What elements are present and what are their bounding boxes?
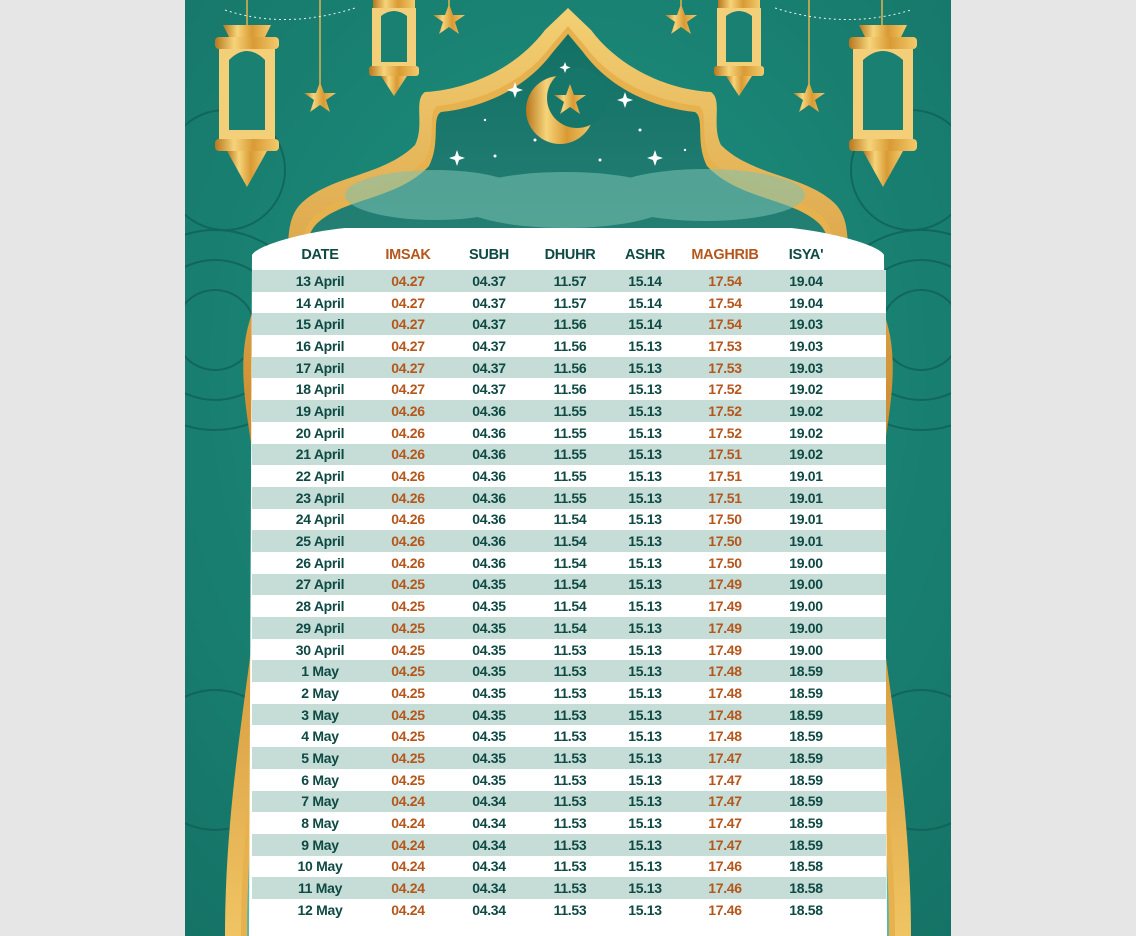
isya-cell: 19.00 [789, 641, 823, 658]
isya-cell: 18.59 [789, 749, 823, 766]
date-cell: 29 April [295, 619, 345, 636]
dhuhr-cell: 11.56 [553, 316, 587, 333]
table-row [252, 617, 886, 639]
date-cell: 27 April [295, 576, 345, 593]
imsak-cell: 04.25 [391, 576, 425, 593]
dhuhr-cell: 11.55 [553, 468, 587, 485]
table-row [252, 509, 886, 531]
table-row [252, 574, 886, 596]
maghrib-cell: 17.47 [708, 749, 742, 766]
dhuhr-cell: 11.53 [553, 880, 587, 897]
isya-cell: 19.03 [789, 337, 823, 354]
subh-cell: 04.37 [472, 381, 506, 398]
ashr-cell: 15.13 [628, 381, 662, 398]
isya-cell: 19.01 [789, 468, 823, 485]
subh-cell: 04.35 [472, 706, 506, 723]
date-cell: 14 April [295, 294, 345, 311]
ashr-cell: 15.13 [628, 337, 662, 354]
table-row [252, 552, 886, 574]
subh-cell: 04.34 [472, 858, 506, 875]
ashr-cell: 15.14 [628, 272, 662, 289]
maghrib-cell: 17.53 [708, 337, 742, 354]
table-row [252, 639, 886, 661]
isya-cell: 19.02 [789, 424, 823, 441]
date-cell: 5 May [301, 749, 339, 766]
ashr-cell: 15.13 [628, 815, 662, 832]
subh-cell: 04.36 [472, 446, 506, 463]
maghrib-cell: 17.49 [708, 598, 742, 615]
dhuhr-cell: 11.55 [553, 402, 587, 419]
subh-cell: 04.36 [472, 489, 506, 506]
ashr-cell: 15.13 [628, 446, 662, 463]
ashr-cell: 15.13 [628, 771, 662, 788]
ramadan-schedule-poster [185, 0, 951, 936]
table-row [252, 899, 886, 921]
header-ashr: ASHR [625, 247, 665, 263]
isya-cell: 19.01 [789, 533, 823, 550]
ashr-cell: 15.13 [628, 468, 662, 485]
dhuhr-cell: 11.55 [553, 424, 587, 441]
date-cell: 8 May [301, 815, 339, 832]
subh-cell: 04.34 [472, 836, 506, 853]
table-row [252, 357, 886, 379]
subh-cell: 04.37 [472, 316, 506, 333]
subh-cell: 04.37 [472, 359, 506, 376]
imsak-cell: 04.26 [391, 402, 425, 419]
date-cell: 13 April [295, 272, 345, 289]
imsak-cell: 04.27 [391, 381, 425, 398]
ashr-cell: 15.13 [628, 511, 662, 528]
header-imsak: IMSAK [385, 247, 431, 263]
isya-cell: 19.02 [789, 381, 823, 398]
isya-cell: 18.59 [789, 663, 823, 680]
ashr-cell: 15.13 [628, 641, 662, 658]
subh-cell: 04.34 [472, 793, 506, 810]
dhuhr-cell: 11.56 [553, 381, 587, 398]
maghrib-cell: 17.50 [708, 511, 742, 528]
ashr-cell: 15.13 [628, 880, 662, 897]
header-subh: SUBH [469, 247, 509, 263]
isya-cell: 18.59 [789, 793, 823, 810]
maghrib-cell: 17.50 [708, 533, 742, 550]
date-cell: 21 April [295, 446, 345, 463]
maghrib-cell: 17.47 [708, 836, 742, 853]
maghrib-cell: 17.47 [708, 793, 742, 810]
dhuhr-cell: 11.54 [553, 511, 587, 528]
imsak-cell: 04.25 [391, 684, 425, 701]
imsak-cell: 04.24 [391, 880, 425, 897]
maghrib-cell: 17.52 [708, 402, 742, 419]
table-row [252, 791, 886, 813]
imsak-cell: 04.27 [391, 294, 425, 311]
imsak-cell: 04.26 [391, 554, 425, 571]
maghrib-cell: 17.50 [708, 554, 742, 571]
date-cell: 1 May [301, 663, 339, 680]
maghrib-cell: 17.52 [708, 381, 742, 398]
table-row [252, 682, 886, 704]
isya-cell: 18.59 [789, 684, 823, 701]
date-cell: 12 May [297, 901, 343, 918]
table-row [252, 465, 886, 487]
dhuhr-cell: 11.53 [553, 641, 587, 658]
maghrib-cell: 17.53 [708, 359, 742, 376]
table-row [252, 487, 886, 509]
ashr-cell: 15.13 [628, 533, 662, 550]
dhuhr-cell: 11.53 [553, 749, 587, 766]
subh-cell: 04.36 [472, 402, 506, 419]
ashr-cell: 15.13 [628, 836, 662, 853]
date-cell: 4 May [301, 728, 339, 745]
dhuhr-cell: 11.53 [553, 901, 587, 918]
date-cell: 9 May [301, 836, 339, 853]
dhuhr-cell: 11.54 [553, 598, 587, 615]
maghrib-cell: 17.54 [708, 294, 742, 311]
imsak-cell: 04.26 [391, 424, 425, 441]
isya-cell: 19.02 [789, 402, 823, 419]
subh-cell: 04.35 [472, 619, 506, 636]
subh-cell: 04.36 [472, 511, 506, 528]
dhuhr-cell: 11.53 [553, 793, 587, 810]
subh-cell: 04.35 [472, 771, 506, 788]
isya-cell: 18.58 [789, 901, 823, 918]
date-cell: 25 April [295, 533, 345, 550]
date-cell: 7 May [301, 793, 339, 810]
table-row [252, 812, 886, 834]
maghrib-cell: 17.46 [708, 901, 742, 918]
date-cell: 24 April [295, 511, 345, 528]
subh-cell: 04.34 [472, 901, 506, 918]
imsak-cell: 04.24 [391, 836, 425, 853]
isya-cell: 18.58 [789, 880, 823, 897]
imsak-cell: 04.26 [391, 446, 425, 463]
table-row [252, 660, 886, 682]
dhuhr-cell: 11.53 [553, 663, 587, 680]
imsak-cell: 04.24 [391, 901, 425, 918]
dhuhr-cell: 11.54 [553, 533, 587, 550]
ashr-cell: 15.13 [628, 359, 662, 376]
subh-cell: 04.37 [472, 272, 506, 289]
dhuhr-cell: 11.53 [553, 771, 587, 788]
subh-cell: 04.34 [472, 815, 506, 832]
ashr-cell: 15.13 [628, 663, 662, 680]
imsak-cell: 04.25 [391, 728, 425, 745]
table-row [252, 378, 886, 400]
date-cell: 26 April [295, 554, 345, 571]
imsak-cell: 04.26 [391, 511, 425, 528]
ashr-cell: 15.13 [628, 901, 662, 918]
ashr-cell: 15.13 [628, 576, 662, 593]
imsak-cell: 04.27 [391, 337, 425, 354]
imsak-cell: 04.25 [391, 663, 425, 680]
date-cell: 16 April [295, 337, 345, 354]
ashr-cell: 15.13 [628, 706, 662, 723]
subh-cell: 04.35 [472, 576, 506, 593]
subh-cell: 04.35 [472, 641, 506, 658]
table-row [252, 400, 886, 422]
isya-cell: 18.59 [789, 815, 823, 832]
ashr-cell: 15.13 [628, 402, 662, 419]
subh-cell: 04.35 [472, 749, 506, 766]
ashr-cell: 15.13 [628, 684, 662, 701]
imsak-cell: 04.25 [391, 598, 425, 615]
isya-cell: 18.59 [789, 706, 823, 723]
dhuhr-cell: 11.53 [553, 684, 587, 701]
header-dhuhr: DHUHR [544, 247, 596, 263]
isya-cell: 19.03 [789, 359, 823, 376]
imsak-cell: 04.26 [391, 489, 425, 506]
maghrib-cell: 17.54 [708, 272, 742, 289]
isya-cell: 19.00 [789, 576, 823, 593]
imsak-cell: 04.25 [391, 749, 425, 766]
table-row [252, 747, 886, 769]
prayer-times-table [252, 240, 886, 921]
ashr-cell: 15.13 [628, 619, 662, 636]
ashr-cell: 15.13 [628, 749, 662, 766]
table-row [252, 595, 886, 617]
imsak-cell: 04.27 [391, 359, 425, 376]
subh-cell: 04.35 [472, 684, 506, 701]
table-row [252, 313, 886, 335]
imsak-cell: 04.25 [391, 641, 425, 658]
table-body [252, 270, 886, 921]
maghrib-cell: 17.48 [708, 663, 742, 680]
date-cell: 10 May [297, 858, 343, 875]
table-row [252, 834, 886, 856]
dhuhr-cell: 11.53 [553, 815, 587, 832]
date-cell: 28 April [295, 598, 345, 615]
subh-cell: 04.34 [472, 880, 506, 897]
dhuhr-cell: 11.55 [553, 446, 587, 463]
maghrib-cell: 17.46 [708, 858, 742, 875]
imsak-cell: 04.24 [391, 858, 425, 875]
date-cell: 11 May [297, 880, 343, 897]
dhuhr-cell: 11.57 [553, 272, 587, 289]
dhuhr-cell: 11.54 [553, 554, 587, 571]
maghrib-cell: 17.48 [708, 728, 742, 745]
imsak-cell: 04.24 [391, 793, 425, 810]
isya-cell: 19.00 [789, 598, 823, 615]
ashr-cell: 15.13 [628, 728, 662, 745]
ashr-cell: 15.14 [628, 294, 662, 311]
isya-cell: 18.59 [789, 728, 823, 745]
maghrib-cell: 17.48 [708, 684, 742, 701]
table-row [252, 335, 886, 357]
maghrib-cell: 17.49 [708, 641, 742, 658]
dhuhr-cell: 11.53 [553, 858, 587, 875]
date-cell: 19 April [295, 402, 345, 419]
dhuhr-cell: 11.53 [553, 728, 587, 745]
subh-cell: 04.35 [472, 728, 506, 745]
table-row [252, 444, 886, 466]
table-row [252, 704, 886, 726]
isya-cell: 19.00 [789, 619, 823, 636]
dhuhr-cell: 11.54 [553, 619, 587, 636]
table-row [252, 725, 886, 747]
subh-cell: 04.37 [472, 294, 506, 311]
maghrib-cell: 17.47 [708, 815, 742, 832]
isya-cell: 18.59 [789, 771, 823, 788]
header-isya: ISYA' [788, 247, 824, 263]
subh-cell: 04.36 [472, 554, 506, 571]
maghrib-cell: 17.47 [708, 771, 742, 788]
date-cell: 22 April [295, 468, 345, 485]
ashr-cell: 15.13 [628, 793, 662, 810]
isya-cell: 19.04 [789, 272, 823, 289]
date-cell: 17 April [295, 359, 345, 376]
maghrib-cell: 17.51 [708, 446, 742, 463]
table-row [252, 422, 886, 444]
table-row [252, 877, 886, 899]
isya-cell: 19.01 [789, 489, 823, 506]
date-cell: 18 April [295, 381, 345, 398]
isya-cell: 19.01 [789, 511, 823, 528]
dhuhr-cell: 11.55 [553, 489, 587, 506]
isya-cell: 19.04 [789, 294, 823, 311]
maghrib-cell: 17.49 [708, 619, 742, 636]
date-cell: 20 April [295, 424, 345, 441]
isya-cell: 19.00 [789, 554, 823, 571]
table-row [252, 856, 886, 878]
isya-cell: 18.58 [789, 858, 823, 875]
dhuhr-cell: 11.57 [553, 294, 587, 311]
header-maghrib: MAGHRIB [691, 247, 759, 263]
subh-cell: 04.35 [472, 598, 506, 615]
subh-cell: 04.37 [472, 337, 506, 354]
maghrib-cell: 17.52 [708, 424, 742, 441]
table-row [252, 769, 886, 791]
imsak-cell: 04.25 [391, 619, 425, 636]
dhuhr-cell: 11.53 [553, 836, 587, 853]
subh-cell: 04.36 [472, 533, 506, 550]
ashr-cell: 15.13 [628, 489, 662, 506]
table-row [252, 530, 886, 552]
dhuhr-cell: 11.53 [553, 706, 587, 723]
imsak-cell: 04.24 [391, 815, 425, 832]
isya-cell: 19.02 [789, 446, 823, 463]
date-cell: 30 April [295, 641, 345, 658]
maghrib-cell: 17.49 [708, 576, 742, 593]
dhuhr-cell: 11.56 [553, 359, 587, 376]
maghrib-cell: 17.51 [708, 468, 742, 485]
table-header [252, 240, 886, 270]
dhuhr-cell: 11.56 [553, 337, 587, 354]
date-cell: 6 May [301, 771, 339, 788]
subh-cell: 04.36 [472, 468, 506, 485]
maghrib-cell: 17.54 [708, 316, 742, 333]
isya-cell: 18.59 [789, 836, 823, 853]
imsak-cell: 04.25 [391, 706, 425, 723]
date-cell: 3 May [301, 706, 339, 723]
date-cell: 2 May [301, 684, 339, 701]
dhuhr-cell: 11.54 [553, 576, 587, 593]
imsak-cell: 04.26 [391, 533, 425, 550]
table-row [252, 270, 886, 292]
table-row [252, 292, 886, 314]
header-date: DATE [301, 247, 339, 263]
subh-cell: 04.36 [472, 424, 506, 441]
isya-cell: 19.03 [789, 316, 823, 333]
maghrib-cell: 17.51 [708, 489, 742, 506]
imsak-cell: 04.26 [391, 468, 425, 485]
ashr-cell: 15.13 [628, 424, 662, 441]
ashr-cell: 15.13 [628, 858, 662, 875]
ashr-cell: 15.13 [628, 554, 662, 571]
subh-cell: 04.35 [472, 663, 506, 680]
imsak-cell: 04.27 [391, 316, 425, 333]
maghrib-cell: 17.48 [708, 706, 742, 723]
date-cell: 23 April [295, 489, 345, 506]
imsak-cell: 04.27 [391, 272, 425, 289]
ashr-cell: 15.13 [628, 598, 662, 615]
ashr-cell: 15.14 [628, 316, 662, 333]
imsak-cell: 04.25 [391, 771, 425, 788]
maghrib-cell: 17.46 [708, 880, 742, 897]
date-cell: 15 April [295, 316, 345, 333]
